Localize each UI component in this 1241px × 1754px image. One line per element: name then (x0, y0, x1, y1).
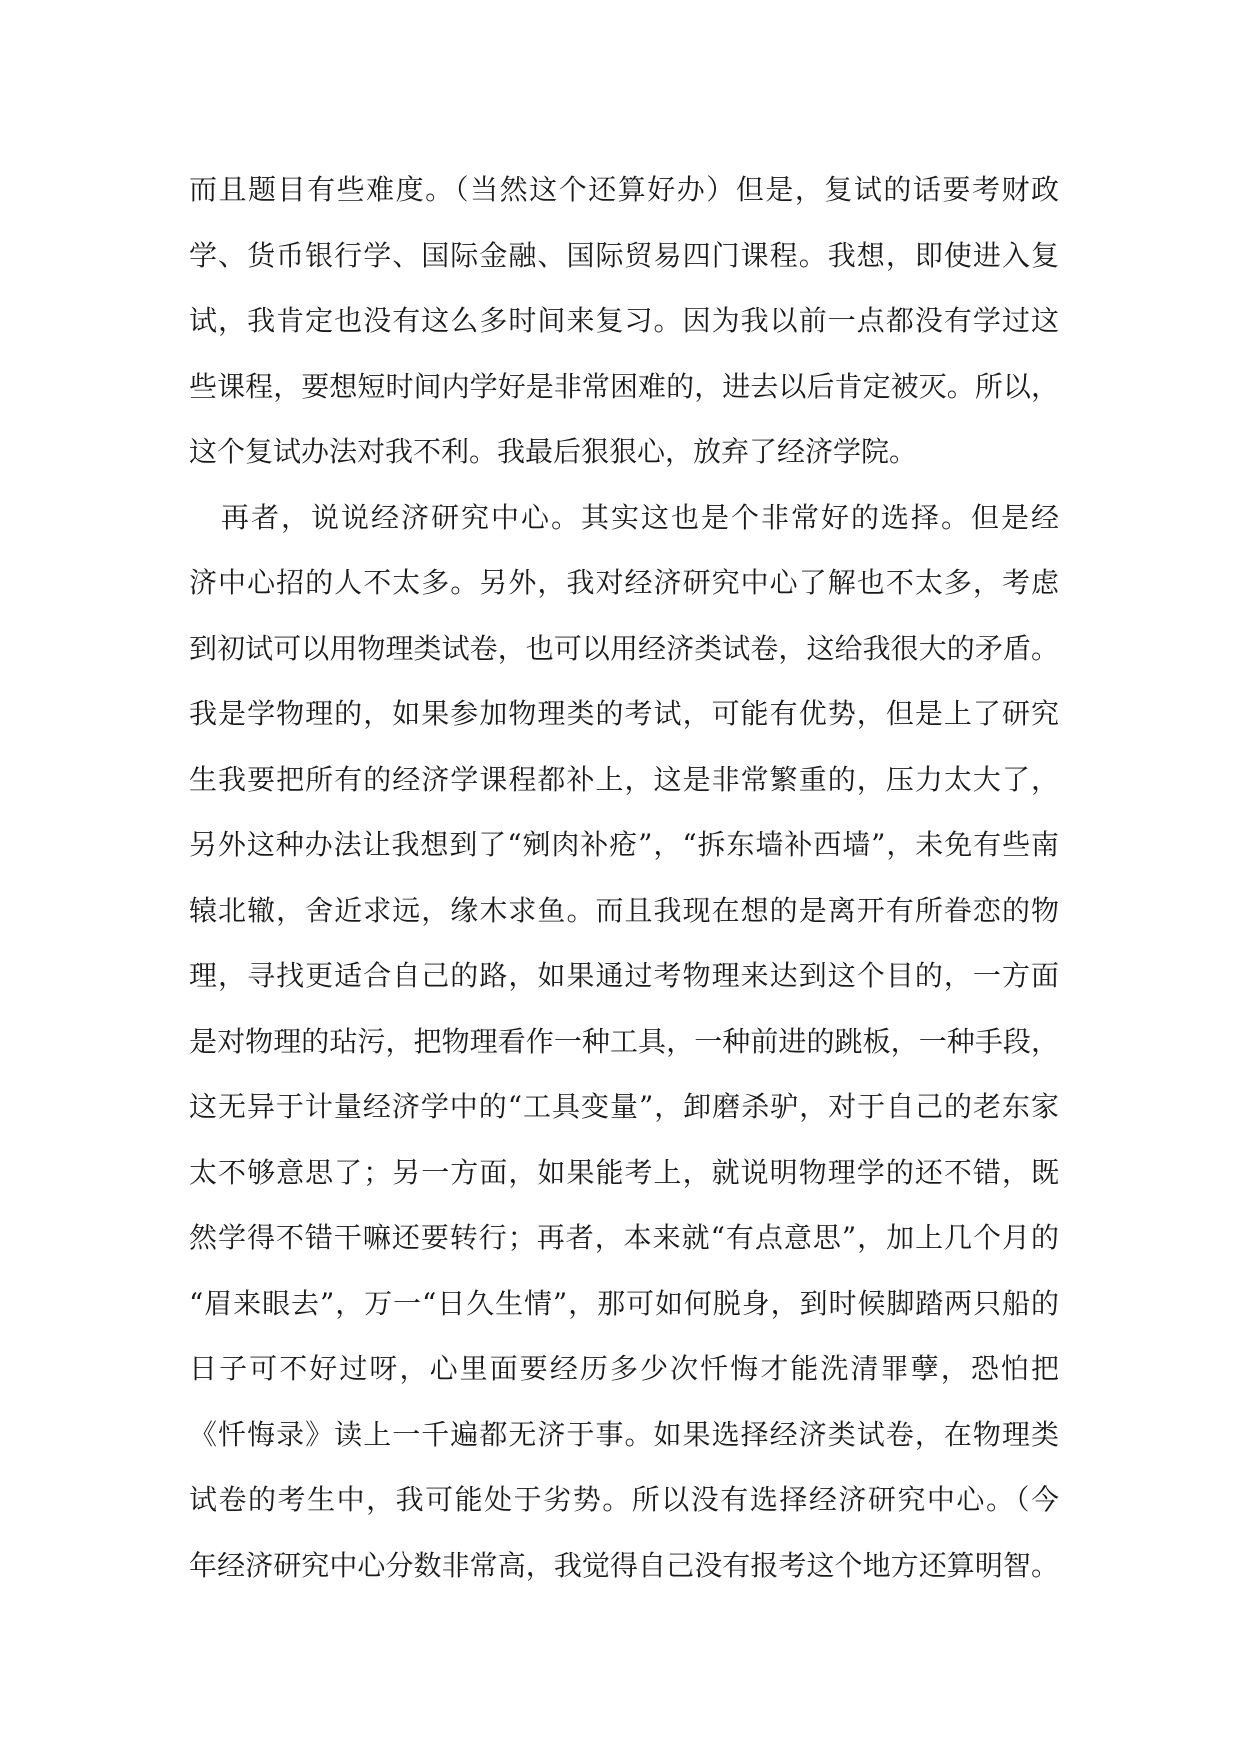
text-line: 辕北辙，舍近求远，缘木求鱼。而且我现在想的是离开有所眷恋的物 (189, 893, 1059, 927)
text-line: 太不够意思了；另一方面，如果能考上，就说明物理学的还不错，既 (189, 1155, 1059, 1189)
text-line: 到初试可以用物理类试卷，也可以用经济类试卷，这给我很大的矛盾。 (189, 631, 1059, 665)
text-line: 是对物理的玷污，把物理看作一种工具，一种前进的跳板，一种手段， (189, 1024, 1059, 1058)
text-line: 日子可不好过呀，心里面要经历多少次忏悔才能洗清罪孽，恐怕把 (189, 1352, 1059, 1385)
text-line: 学、货币银行学、国际金融、国际贸易四门课程。我想，即使进入复 (189, 238, 1059, 272)
text-line: 生我要把所有的经济学课程都补上，这是非常繁重的，压力太大了， (189, 762, 1059, 796)
text-line: 然学得不错干嘛还要转行；再者，本来就“有点意思”，加上几个月的 (189, 1221, 1059, 1254)
text-line: 年经济研究中心分数非常高，我觉得自己没有报考这个地方还算明智。 (189, 1548, 1059, 1582)
text-line: 而且题目有些难度。（当然这个还算好办）但是，复试的话要考财政 (189, 173, 1059, 206)
text-line: 试，我肯定也没有这么多时间来复习。因为我以前一点都没有学过这 (189, 304, 1059, 337)
text-line: 济中心招的人不太多。另外，我对经济研究中心了解也不太多，考虑 (189, 566, 1059, 599)
text-line: 我是学物理的，如果参加物理类的考试，可能有优势，但是上了研究 (189, 697, 1059, 730)
text-line: 些课程，要想短时间内学好是非常困难的，进去以后肯定被灭。所以， (189, 369, 1059, 403)
text-line: 再者，说说经济研究中心。其实这也是个非常好的选择。但是经 (221, 500, 1059, 534)
text-line: 这无异于计量经济学中的“工具变量”，卸磨杀驴，对于自己的老东家 (189, 1090, 1059, 1123)
body-text (189, 157, 1059, 1598)
text-line: 试卷的考生中，我可能处于劣势。所以没有选择经济研究中心。（今 (189, 1483, 1059, 1516)
text-line: “眉来眼去”，万一“日久生情”，那可如何脱身，到时候脚踏两只船的 (189, 1286, 1059, 1320)
text-line: 《忏悔录》读上一千遍都无济于事。如果选择经济类试卷，在物理类 (189, 1417, 1059, 1451)
text-line: 这个复试办法对我不利。我最后狠狠心，放弃了经济学院。 (189, 435, 918, 468)
text-line: 另外这种办法让我想到了“剜肉补疮”，“拆东墙补西墙”，未免有些南 (189, 828, 1059, 861)
text-line: 理，寻找更适合自己的路，如果通过考物理来达到这个目的，一方面 (189, 959, 1059, 992)
